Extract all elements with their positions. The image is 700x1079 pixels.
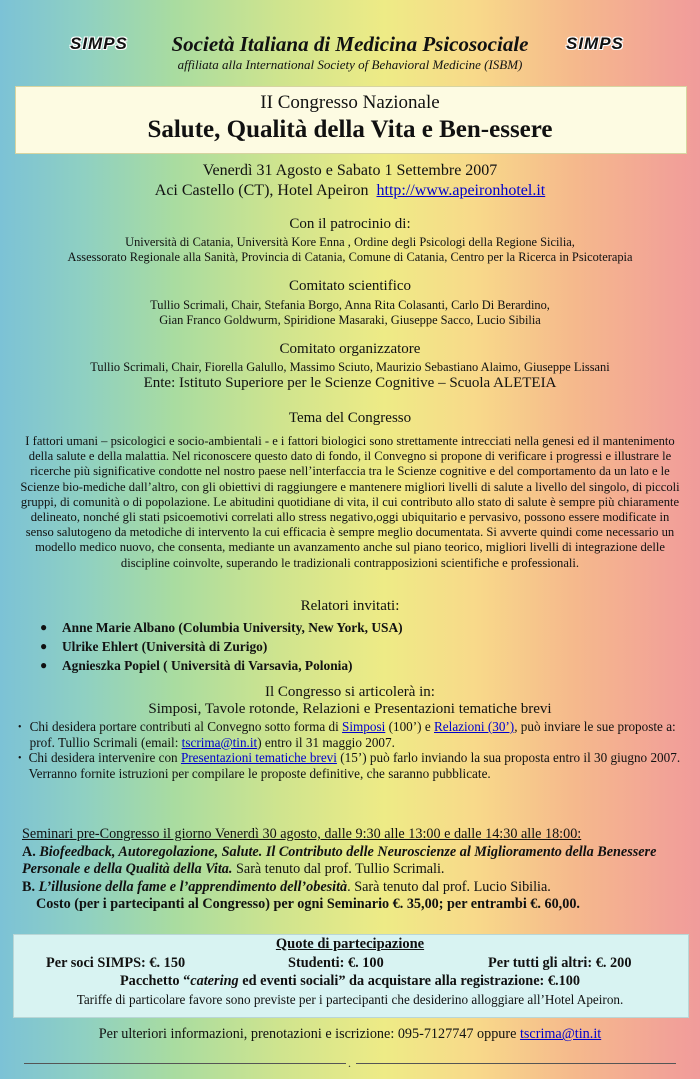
fee-students: Studenti: €. 100 <box>288 955 384 971</box>
event-location-line <box>0 182 700 200</box>
speaker-item <box>40 637 403 656</box>
submission-item-text: Chi desidera portare contributi al Convegno sotto forma di Simposi (100’) e Relazioni (30’), può inviare le sue proposte a: prof. Tullio Scrimali (email: tscrima@tin.it) entro il 31 maggio 2007. <box>29 719 676 750</box>
fee-note: Tariffe di particolare favore sono previste per i partecipanti che desiderino alloggiare all’Hotel Apeiron. <box>76 992 624 1007</box>
presentations-link[interactable]: Presentazioni tematiche brevi <box>180 750 337 766</box>
contact-line <box>0 1026 700 1043</box>
seminar-a: A. Biofeedback, Autoregolazione, Salute. Il Contributo delle Neuroscienze al Miglioramento della Benessere Personale e della Qualità della Vita. Sarà tenuto dal prof. Tullio Scrimali. <box>22 843 657 878</box>
patronage-line-1: Università di Catania, Università Kore Enna , Ordine degli Psicologi della Regione Sicilia, <box>125 235 575 249</box>
bullet-icon: ● <box>40 658 48 672</box>
bullet-icon: ● <box>40 620 48 634</box>
seminar-cost: Costo (per i partecipanti al Congresso) per ogni Seminario €. 35,00; per entrambi €. 60,00. <box>36 896 580 913</box>
bullet-icon: ● <box>40 639 48 653</box>
congress-title: Salute, Qualità della Vita e Ben-essere <box>147 116 553 143</box>
seminars-section <box>22 826 682 914</box>
patronage-line-2: Assessorato Regionale alla Sanità, Provincia di Catania, Comune di Catania, Centro per la Ricerca in Psicoterapia <box>67 250 633 264</box>
bottom-separator-dot: . <box>348 1056 351 1070</box>
bottom-divider-left <box>24 1063 346 1064</box>
bullet-icon: • <box>18 722 22 733</box>
fee-package: Pacchetto “catering ed eventi sociali” da acquistare alla registrazione: €.100 <box>119 973 581 989</box>
scientific-committee-heading: Comitato scientifico <box>288 278 412 294</box>
seminar-b: B. L’illusione della fame e l’apprendimento dell’obesità. Sarà tenuto dal prof. Lucio Sibilia. <box>22 878 551 895</box>
event-date: Venerdì 31 Agosto e Sabato 1 Settembre 2007 <box>202 162 498 179</box>
congress-edition: II Congresso Nazionale <box>260 92 440 113</box>
submission-item <box>18 750 686 781</box>
speaker-name: Ulrike Ehlert (Università di Zurigo) <box>62 639 268 654</box>
society-name: Società Italiana di Medicina Psicosociale <box>171 32 529 56</box>
speaker-item <box>40 656 403 675</box>
bottom-divider-right <box>356 1063 676 1064</box>
bullet-icon: • <box>18 753 22 765</box>
speaker-name: Agnieszka Popiel ( Università di Varsavia, Polonia) <box>62 658 353 673</box>
structure-heading: Il Congresso si articolerà in: <box>265 684 435 700</box>
speakers-heading: Relatori invitati: <box>300 598 400 614</box>
event-location: Aci Castello (CT), Hotel Apeiron <box>154 182 369 199</box>
speaker-item <box>40 618 403 637</box>
seminars-heading: Seminari pre-Congresso il giorno Venerdì 30 agosto, dalle 9:30 alle 13:00 e dalle 14:30 alle 18:00: <box>22 826 582 842</box>
patronage-heading: Con il patrocinio di: <box>289 216 411 232</box>
structure-subheading: Simposi, Tavole rotonde, Relazioni e Presentazioni tematiche brevi <box>148 701 552 717</box>
submission-list <box>18 719 686 781</box>
simps-logo-left: SIMPS <box>70 34 128 53</box>
fee-members: Per soci SIMPS: €. 150 <box>46 955 186 971</box>
simposi-link[interactable]: Simposi <box>342 719 386 734</box>
speakers-list <box>40 618 403 675</box>
contact-email-link[interactable]: tscrima@tin.it <box>519 1026 602 1042</box>
organizing-committee-heading: Comitato organizzatore <box>279 341 421 357</box>
scientific-committee-line-2: Gian Franco Goldwurm, Spiridione Masaraki, Giuseppe Sacco, Lucio Sibilia <box>159 313 541 327</box>
simps-logo-right: SIMPS <box>566 34 624 53</box>
theme-text: I fattori umani – psicologici e socio-ambientali - e i fattori biologici sono strettamente intrecciati nella genesi ed il mantenimento della salute e della malattia. Nel riconoscere questo dato di fondo, il Convegno si propone di verificare i progressi e illustrare le ricerche più significative condotte nel nostro paese nell’interfaccia tra le Scienze cognitive e del comportamento da un lato e le Scienze bio-mediche dall’altro, con gli obiettivi di raggiungere e mantenere migliori livelli di salute a livello del singolo, di piccoli gruppi, di comunità o di popolazione. Le abitudini quotidiane di vita, il cui contributo allo stato di salute è sempre più chiaramente delineato, nonché gli stati psicoemotivi correlati allo stress negativo,oggi ubiquitario e pervasivo, possono essere modificate in senso salutogeno da metodiche di intervento la cui efficacia è sempre meglio documentata. Si avverte quindi come necessario un modello medico nuovo, che consenta, mediante un avanzamento anche sul piano teorico, migliori livelli di integrazione delle discipline coinvolte, superando le tradizionali contrapposizioni scientifiche e professionali. <box>20 434 680 570</box>
organizing-entity: Ente: Istituto Superiore per le Scienze Cognitive – Scuola ALETEIA <box>143 375 557 391</box>
scientific-committee-line-1: Tullio Scrimali, Chair, Stefania Borgo, Anna Rita Colasanti, Carlo Di Berardino, <box>150 298 550 312</box>
hotel-website-link[interactable]: http://www.apeironhotel.it <box>376 182 546 199</box>
fee-others: Per tutti gli altri: €. 200 <box>488 955 632 971</box>
fees-heading: Quote di partecipazione <box>275 936 425 952</box>
contact-text: Per ulteriori informazioni, prenotazioni e iscrizione: 095-7127747 oppure <box>98 1026 520 1042</box>
submission-item <box>18 719 686 750</box>
theme-heading: Tema del Congresso <box>288 410 412 426</box>
submission-item-text: Chi desidera intervenire con Presentazioni tematiche brevi (15’) può farlo inviando la sua proposta entro il 30 giugno 2007. Verranno fornite istruzioni per compilare le proposte definitive, che saranno pubblicate. <box>28 750 681 781</box>
email-link[interactable]: tscrima@tin.it <box>181 734 258 750</box>
organizing-committee-members: Tullio Scrimali, Chair, Fiorella Galullo, Massimo Sciuto, Maurizio Sebastiano Alaimo, Giuseppe Lissani <box>90 360 610 374</box>
affiliation-line: affiliata alla International Society of Behavioral Medicine (ISBM) <box>177 57 523 72</box>
speaker-name: Anne Marie Albano (Columbia University, New York, USA) <box>62 620 403 635</box>
relazioni-link[interactable]: Relazioni (30’) <box>434 719 515 734</box>
